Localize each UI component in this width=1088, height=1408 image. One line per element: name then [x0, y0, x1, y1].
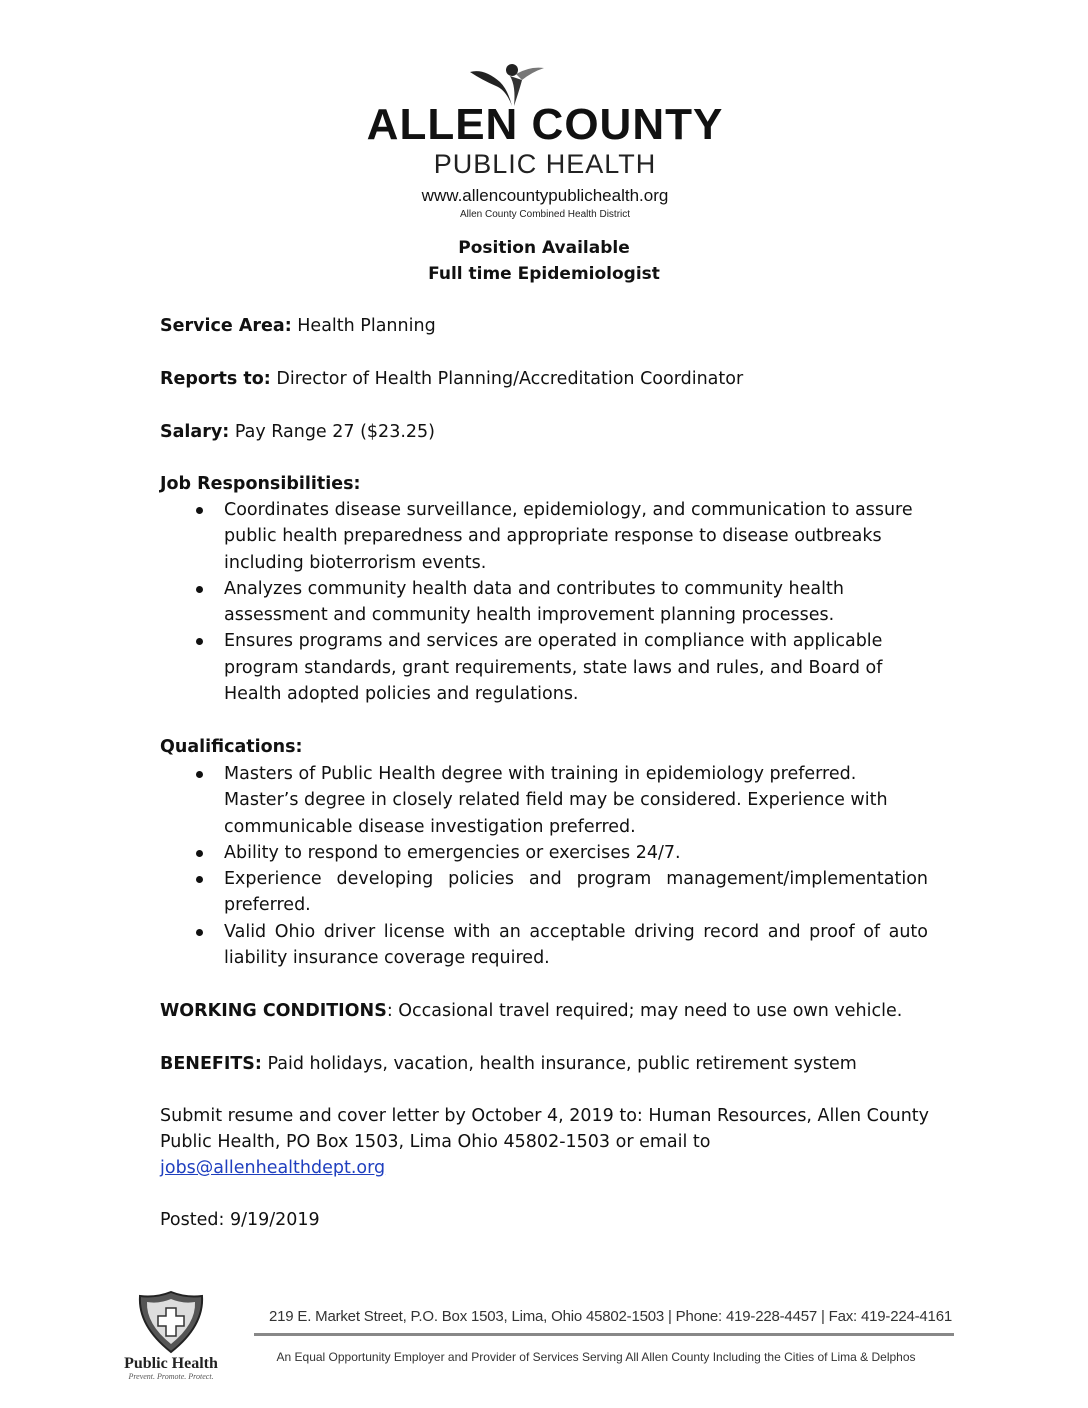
district-name: Allen County Combined Health District [459, 209, 631, 220]
service-area-label: Service Area: [160, 316, 292, 336]
bullet-icon [196, 507, 203, 514]
list-item: Coordinates disease surveillance, epidemiology, and communication to assure public health preparedness and appropriate response to disease outbreaks including bioterrorism events. [188, 497, 928, 576]
email-link[interactable]: jobs@allenhealthdept.org [160, 1158, 386, 1178]
footer-address: 219 E. Market Street, P.O. Box 1503, Lima, Ohio 45802-1503 | Phone: 419-228-4457 | Fax: 419-224-4161 [269, 1308, 952, 1325]
bullet-icon [196, 586, 203, 593]
service-area-line [160, 313, 940, 339]
organization-subtitle: PUBLIC HEALTH [433, 149, 657, 179]
benefits-line [160, 1051, 940, 1077]
website-url: www.allencountypublichealth.org [421, 186, 669, 205]
bullet-icon [196, 850, 203, 857]
position-title: Position Available [458, 238, 630, 258]
reports-to-value: Director of Health Planning/Accreditation Coordinator [270, 369, 744, 389]
working-conditions-value: : Occasional travel required; may need to use own vehicle. [386, 1001, 903, 1021]
footer-badge-label: Public Health [124, 1355, 218, 1372]
list-item: Analyzes community health data and contributes to community health assessment and community health improvement planning processes. [188, 576, 928, 629]
footer-eeo-statement: An Equal Opportunity Employer and Provider of Services Serving All Allen County Including the Cities of Lima & Delphos [276, 1350, 916, 1364]
reports-to-line [160, 366, 940, 392]
responsibilities-list [188, 497, 928, 707]
posted-date: Posted: 9/19/2019 [160, 1210, 320, 1230]
benefits-label: BENEFITS: [160, 1054, 262, 1074]
responsibilities-heading: Job Responsibilities: [160, 474, 361, 494]
list-item: Valid Ohio driver license with an acceptable driving record and proof of auto liability insurance coverage required. [188, 919, 928, 972]
list-item: Ensures programs and services are operated in compliance with applicable program standards, grant requirements, state laws and rules, and Board of Health adopted policies and regulations. [188, 628, 928, 707]
shield-cross-icon [136, 1290, 206, 1354]
bullet-icon [196, 771, 203, 778]
bullet-icon [196, 876, 203, 883]
submit-text: Submit resume and cover letter by October 4, 2019 to: Human Resources, Allen County Public Health, PO Box 1503, Lima Ohio 45802-1503 or email to [160, 1106, 930, 1152]
working-conditions-line [160, 998, 940, 1024]
submit-instructions [160, 1103, 930, 1181]
working-conditions-label: WORKING CONDITIONS [160, 1001, 387, 1021]
footer-divider [254, 1333, 954, 1336]
bullet-icon [196, 638, 203, 645]
job-title: Full time Epidemiologist [428, 264, 660, 284]
benefits-value: Paid holidays, vacation, health insurance, public retirement system [261, 1054, 857, 1074]
salary-line [160, 419, 940, 445]
organization-name: ALLEN COUNTY [366, 100, 724, 149]
qualifications-list [188, 761, 928, 971]
footer-badge-tagline: Prevent. Promote. Protect. [128, 1372, 214, 1381]
list-item: Experience developing policies and program management/implementation preferred. [188, 866, 928, 919]
service-area-value: Health Planning [291, 316, 436, 336]
salary-value: Pay Range 27 ($23.25) [229, 422, 435, 442]
list-item: Masters of Public Health degree with training in epidemiology preferred. Master’s degree in closely related field may be considered. Experience with communicable disease investigation preferred. [188, 761, 928, 840]
reports-to-label: Reports to: [160, 369, 271, 389]
list-item: Ability to respond to emergencies or exercises 24/7. [188, 840, 928, 866]
salary-label: Salary: [160, 422, 230, 442]
bullet-icon [196, 929, 203, 936]
qualifications-heading: Qualifications: [160, 737, 303, 757]
